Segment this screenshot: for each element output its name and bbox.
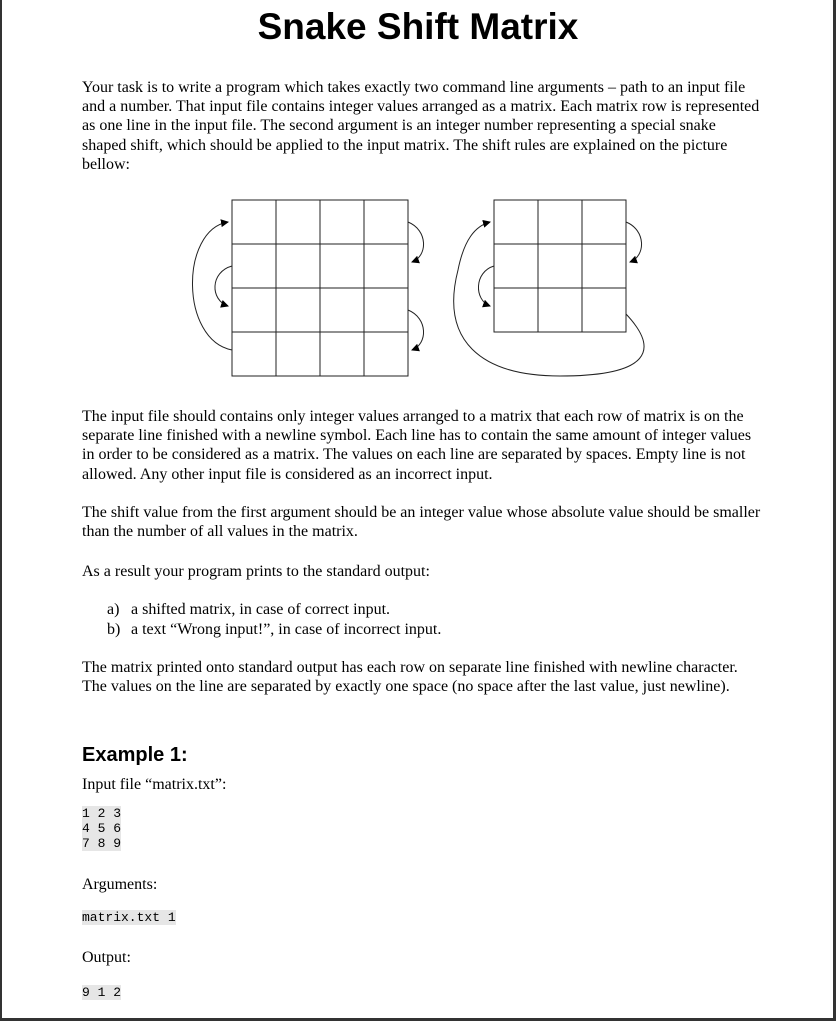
output-label: Output:: [82, 949, 131, 966]
input-file-label: Input file “matrix.txt”:: [82, 776, 227, 793]
result-intro-paragraph: As a result your program prints to the standard output:: [82, 563, 430, 580]
code-line: 9 1 2: [82, 985, 122, 1000]
list-item-text: a shifted matrix, in case of correct input.: [131, 601, 391, 618]
output-code: [82, 985, 121, 1000]
snake-shift-diagram: [180, 190, 660, 390]
example-heading: Example 1:: [82, 744, 188, 766]
code-line: matrix.txt 1: [82, 910, 176, 925]
page-title: Snake Shift Matrix: [257, 6, 579, 47]
input-rules-paragraph: The input file should contains only integer values arranged to a matrix that each row of matrix is on the separate line finished with a newline symbol. Each line has to contain the same amount of integer values in order to be considered as a matrix. The values on each line are separated by spaces. Empty line is not allowed. Any other input file is considered as an incorrect input.: [82, 408, 752, 483]
left-matrix-arrows: [192, 222, 423, 350]
output-format-paragraph: The matrix printed onto standard output has each row on separate line finished with newline character. The values on the line are separated by exactly one space (no space after the last value, just newline).: [82, 659, 738, 696]
arguments-code: [82, 910, 176, 925]
right-matrix-grid: [494, 200, 626, 332]
result-list: [107, 600, 441, 640]
input-matrix-code: [82, 806, 121, 851]
list-marker: b): [107, 621, 121, 638]
list-item: [107, 600, 441, 620]
right-matrix-arrows: [454, 222, 644, 376]
left-matrix-grid: [232, 200, 408, 376]
arguments-label: Arguments:: [82, 876, 158, 893]
code-line: 1 2 3: [82, 806, 122, 821]
code-line: 4 5 6: [82, 821, 122, 836]
list-item-text: a text “Wrong input!”, in case of incorrect input.: [131, 621, 442, 638]
code-line: 7 8 9: [82, 836, 122, 851]
list-item: [107, 620, 441, 640]
intro-paragraph: Your task is to write a program which takes exactly two command line arguments – path to an input file and a number. That input file contains integer values arranged as a matrix. Each matrix row is represented as one line in the input file. The second argument is an integer number representing a special snake shaped shift, which should be applied to the input matrix. The shift rules are explained on the picture bellow:: [82, 79, 760, 173]
shift-rules-paragraph: The shift value from the first argument should be an integer value whose absolute value should be smaller than the number of all values in the matrix.: [82, 504, 761, 541]
list-marker: a): [107, 601, 120, 618]
